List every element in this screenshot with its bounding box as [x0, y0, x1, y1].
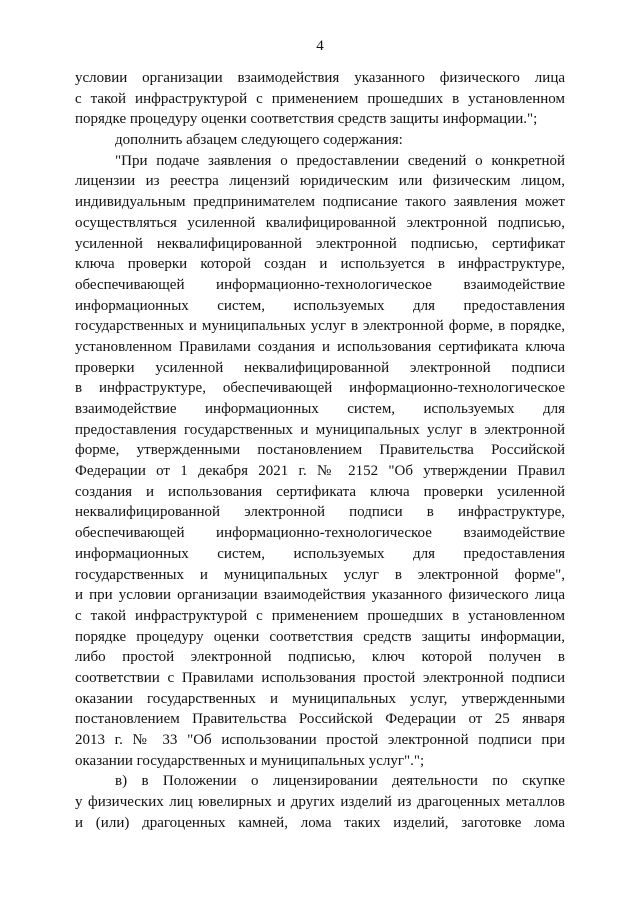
text-line: ключа проверки которой создан и используется в инфраструктуре, — [75, 256, 565, 273]
text-line: информационных систем, используемых для предоставления — [75, 545, 565, 562]
text-line: и (или) драгоценных камней, лома таких изделий, заготовке лома — [75, 814, 565, 831]
text-line: оказании государственных и муниципальных услуг"."; — [75, 752, 425, 769]
text-line: постановлением Правительства Российской Федерации от 25 января — [75, 711, 565, 728]
document-body — [75, 68, 565, 833]
text-line: условии организации взаимодействия указанного физического лица — [75, 70, 565, 86]
text-line: дополнить абзацем следующего содержания: — [115, 132, 403, 149]
text-line: оказании государственных и муниципальных услуг, утвержденными — [75, 690, 565, 707]
text-line: создания и использования сертификата ключа проверки усиленной — [75, 483, 565, 500]
text-line: и при условии организации взаимодействия указанного физического лица — [75, 587, 565, 604]
text-line: с такой инфраструктурой с применением прошедших в установленном — [75, 607, 565, 624]
text-line: предоставления государственных и муниципальных услуг в электронной — [75, 421, 565, 438]
text-line: государственных и муниципальных услуг в электронной форме, в порядке, — [75, 318, 565, 335]
text-line: осуществляться усиленной квалифицированной электронной подписью, — [75, 214, 565, 231]
text-line: 2013 г. № 33 "Об использовании простой электронной подписи при — [75, 732, 565, 748]
text-line: Федерации от 1 декабря 2021 г. № 2152 "Об утверждении Правил — [75, 463, 565, 480]
text-line: соответствии с Правилами использования простой электронной подписи — [75, 669, 565, 686]
text-line: у физических лиц ювелирных и других изделий из драгоценных металлов — [75, 794, 565, 811]
text-line: взаимодействие информационных систем, используемых для — [75, 401, 565, 417]
text-line: государственных и муниципальных услуг в электронной форме", — [75, 566, 565, 583]
page-number: 4 — [316, 38, 324, 54]
text-line: проверки усиленной неквалифицированной электронной подписи — [75, 359, 565, 376]
text-line: форме, утвержденными постановлением Правительства Российской — [75, 442, 565, 459]
text-line: установленном Правилами создания и использования сертификата ключа — [75, 338, 565, 355]
text-line: с такой инфраструктурой с применением прошедших в установленном — [75, 90, 565, 107]
text-line: порядке процедуру оценки соответствия средств защиты информации, — [75, 628, 565, 645]
text-line: лицензии из реестра лицензий юридическим или физическим лицом, — [75, 173, 565, 190]
text-line: в инфраструктуре, обеспечивающей информационно-технологическое — [75, 380, 565, 397]
text-line: порядке процедуру оценки соответствия средств защиты информации."; — [75, 111, 538, 128]
text-line: "При подаче заявления о предоставлении сведений о конкретной — [115, 152, 565, 169]
text-line: в) в Положении о лицензировании деятельности по скупке — [115, 773, 565, 790]
text-line: информационных систем, используемых для предоставления — [75, 297, 565, 314]
text-line: неквалифицированной электронной подписи в инфраструктуре, — [75, 504, 565, 521]
text-line: либо простой электронной подписью, ключ которой получен в — [75, 649, 565, 666]
text-line: обеспечивающей информационно-технологическое взаимодействие — [75, 276, 565, 293]
text-line: индивидуальным предпринимателем подписание такого заявления может — [75, 194, 565, 211]
text-line: обеспечивающей информационно-технологическое взаимодействие — [75, 525, 565, 542]
text-line: усиленной неквалифицированной электронной подписью, сертификат — [75, 235, 565, 252]
